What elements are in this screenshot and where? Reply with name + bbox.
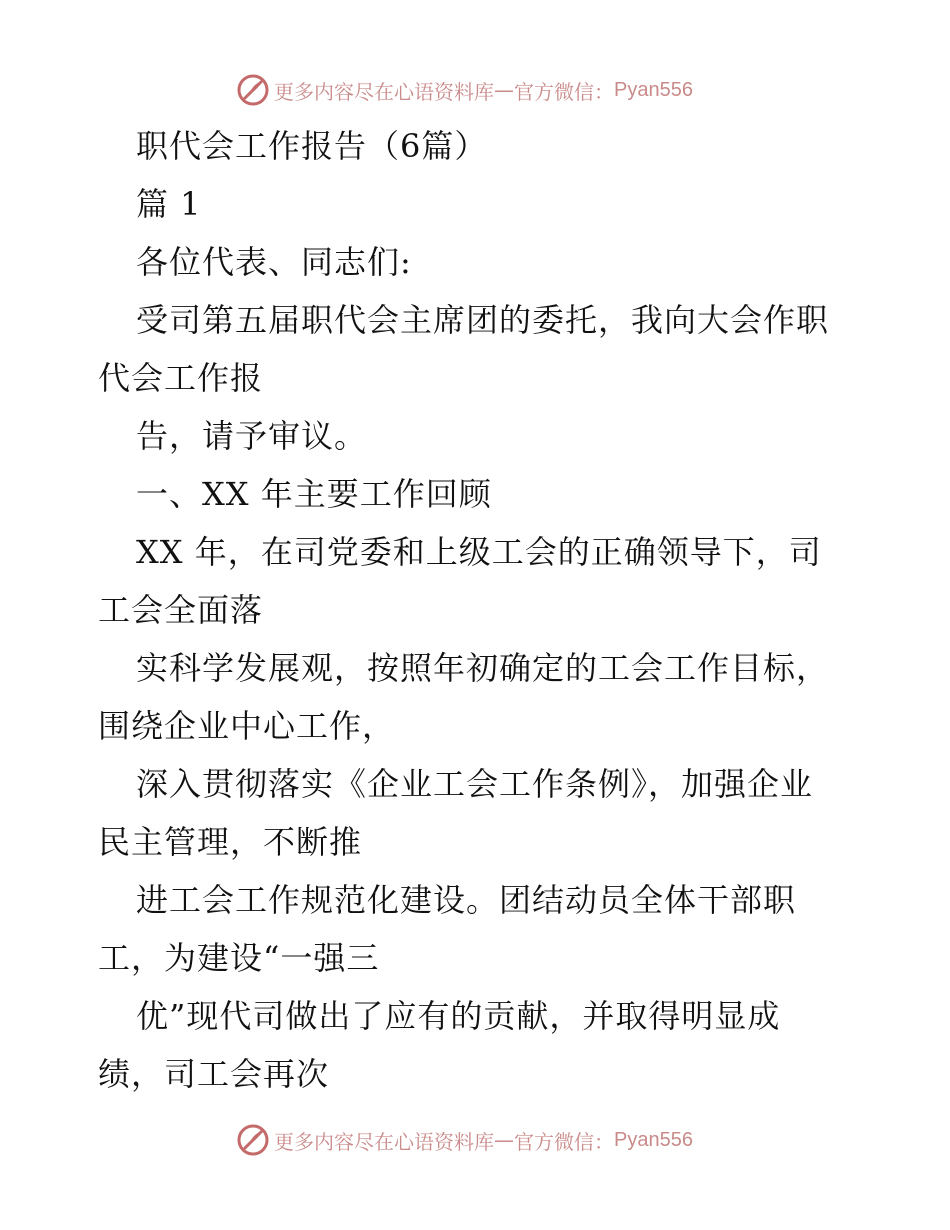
paragraph-line: 进工会工作规范化建设。团结动员全体干部职 xyxy=(136,881,797,919)
watermark-banner-top xyxy=(236,70,693,110)
document-title: 职代会工作报告（6篇） xyxy=(136,127,488,165)
feather-seal-icon xyxy=(236,73,270,107)
watermark-dash: — xyxy=(494,1128,514,1152)
watermark-text: 更多内容尽在心语资料库 xyxy=(274,79,494,104)
paragraph-line: 各位代表、同志们: xyxy=(136,243,412,281)
paragraph-line: 告，请予审议。 xyxy=(136,417,368,455)
paragraph-line: 代会工作报 xyxy=(98,359,264,397)
paragraph-line: 绩，司工会再次 xyxy=(98,1055,330,1093)
watermark-text: 更多内容尽在心语资料库 xyxy=(274,1129,494,1154)
watermark-official: 官方微信： xyxy=(514,79,614,104)
paragraph-line: 优”现代司做出了应有的贡献，并取得明显成 xyxy=(136,997,781,1035)
watermark-official: 官方微信： xyxy=(514,1129,614,1154)
watermark-id: Pyan556 xyxy=(614,78,693,101)
paragraph-line: 工，为建设“一强三 xyxy=(98,939,380,977)
paragraph-line: 工会全面落 xyxy=(98,591,264,629)
paragraph-line: 受司第五届职代会主席团的委托，我向大会作职 xyxy=(136,301,830,339)
paragraph-line: XX 年，在司党委和上级工会的正确领导下，司 xyxy=(136,533,822,571)
paragraph-line: 围绕企业中心工作， xyxy=(98,707,396,745)
section-heading: 篇 1 xyxy=(136,185,202,223)
feather-seal-icon xyxy=(236,1123,270,1157)
watermark-banner-bottom xyxy=(236,1120,693,1160)
paragraph-line: 民主管理，不断推 xyxy=(98,823,363,861)
paragraph-line: 一、XX 年主要工作回顾 xyxy=(136,475,492,513)
paragraph-line: 实科学发展观，按照年初确定的工会工作目标， xyxy=(136,649,830,687)
watermark-dash: — xyxy=(494,78,514,102)
watermark-id: Pyan556 xyxy=(614,1128,693,1151)
paragraph-line: 深入贯彻落实《企业工会工作条例》，加强企业 xyxy=(136,765,814,803)
